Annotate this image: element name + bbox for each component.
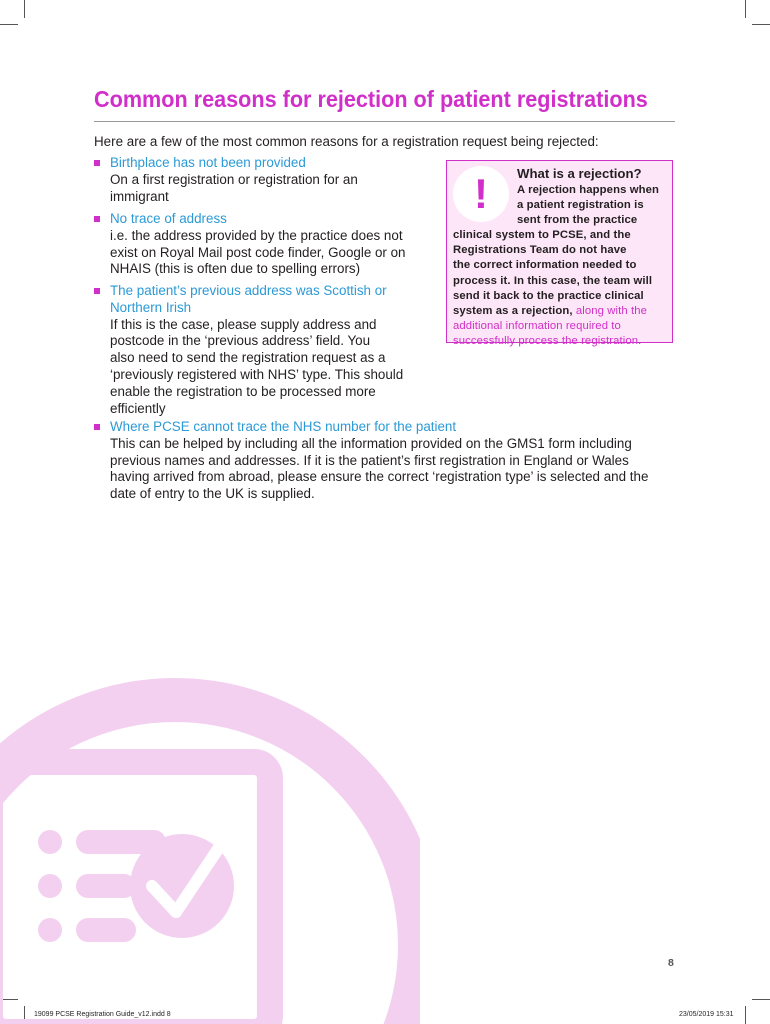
- callout-text: [453, 183, 669, 349]
- callout-line: send it back to the practice clinical: [453, 289, 644, 302]
- reason-heading: No trace of address: [110, 211, 227, 226]
- reason-item: [94, 283, 434, 417]
- callout-line: process it. In this case, the team will: [453, 274, 653, 287]
- reason-item: [94, 419, 694, 503]
- reason-body-line: postcode in the ‘previous address’ field. You: [110, 333, 371, 349]
- page-number: 8: [668, 957, 674, 969]
- crop-mark: [745, 1006, 746, 1024]
- intro-text: Here are a few of the most common reasons for a registration request being rejected:: [94, 134, 599, 149]
- bullet-square-icon: [94, 288, 100, 294]
- reason-body-line: This can be helped by including all the information provided on the GMS1 form including: [110, 435, 632, 451]
- callout-title: What is a rejection?: [517, 166, 642, 181]
- reason-heading-line: Northern Irish: [110, 299, 192, 315]
- page-title: Common reasons for rejection of patient registrations: [94, 86, 648, 112]
- reason-heading-line: The patient’s previous address was Scottish or: [110, 283, 387, 298]
- reason-body-line: date of entry to the UK is supplied.: [110, 486, 315, 502]
- reason-body-line: enable the registration to be processed more: [110, 383, 376, 399]
- title-divider: [94, 121, 675, 122]
- reason-body-line: also need to send the registration request as a: [110, 350, 386, 366]
- crop-mark: [752, 24, 770, 25]
- callout-line: Registrations Team do not have: [453, 244, 627, 257]
- reason-body-line: having arrived from abroad, please ensure the correct ‘registration type’ is selected and the: [110, 469, 649, 485]
- callout-dark-text: system as a rejection,: [453, 304, 573, 317]
- reason-item: [94, 155, 424, 205]
- callout-pink-line: successfully process the registration.: [453, 334, 642, 347]
- reason-body-line: previous names and addresses. If it is the patient’s first registration in England or Wales: [110, 452, 629, 468]
- callout-pink-line: additional information required to: [453, 319, 621, 332]
- callout-line: [453, 304, 669, 319]
- callout-line: sent from the practice: [517, 214, 638, 227]
- bullet-square-icon: [94, 160, 100, 166]
- crop-mark: [24, 0, 25, 18]
- crop-mark: [0, 24, 18, 25]
- crop-mark: [745, 0, 746, 18]
- reason-body-line: efficiently: [110, 400, 166, 416]
- reason-heading: Birthplace has not been provided: [110, 155, 306, 170]
- reason-body-line: exist on Royal Mail post code finder, Google or on: [110, 244, 406, 260]
- callout-line: clinical system to PCSE, and the: [453, 229, 631, 242]
- reason-body-line: NHAIS (this is often due to spelling errors): [110, 261, 361, 277]
- checklist-illustration-icon: [0, 650, 420, 1024]
- reason-heading: Where PCSE cannot trace the NHS number for the patient: [110, 419, 457, 434]
- reason-body-line: i.e. the address provided by the practice does not: [110, 227, 403, 243]
- callout-line: the correct information needed to: [453, 259, 637, 272]
- callout-line: a patient registration is: [517, 199, 644, 212]
- footer-timestamp: 23/05/2019 15:31: [679, 1011, 734, 1018]
- reason-body-line: If this is the case, please supply address and: [110, 316, 377, 332]
- callout-pink-text: along with the: [572, 304, 647, 317]
- reason-body-line: ‘previously registered with NHS’ type. This should: [110, 366, 404, 382]
- footer-file-name: 19099 PCSE Registration Guide_v12.indd 8: [34, 1011, 171, 1018]
- exclamation-icon: !: [453, 166, 509, 222]
- reason-body-line: On a first registration or registration for an: [110, 171, 358, 187]
- reason-body-line: immigrant: [110, 188, 169, 204]
- bullet-square-icon: [94, 424, 100, 430]
- bullet-square-icon: [94, 216, 100, 222]
- reason-item: [94, 211, 424, 278]
- crop-mark: [752, 999, 770, 1000]
- callout-line: A rejection happens when: [517, 184, 659, 196]
